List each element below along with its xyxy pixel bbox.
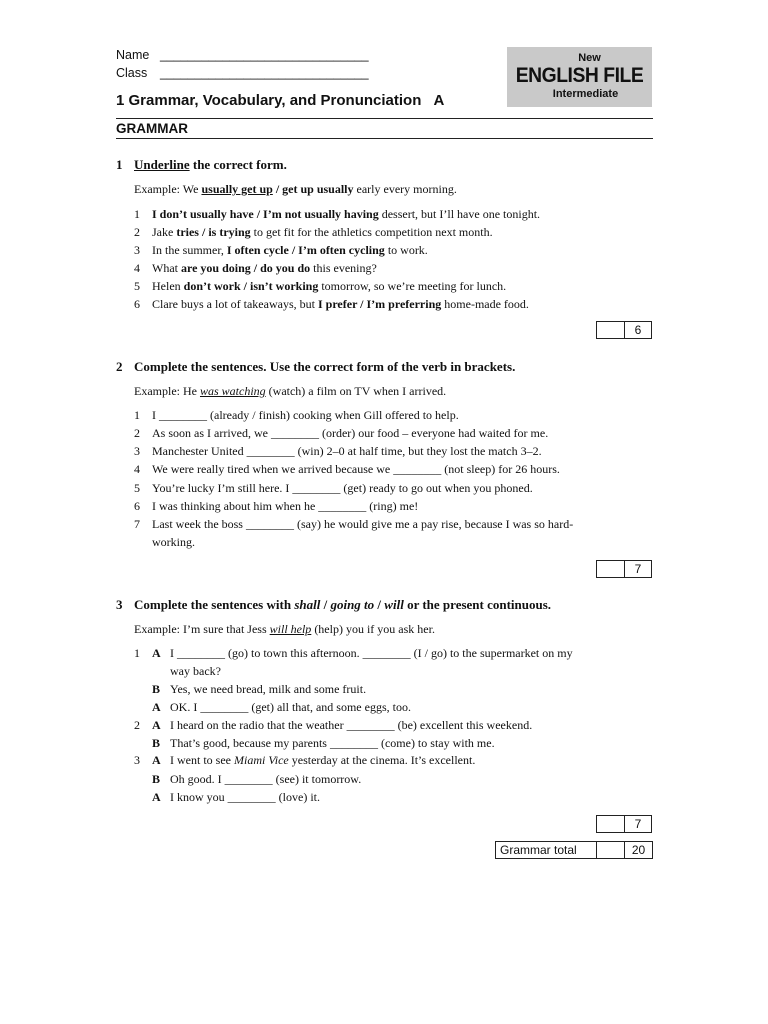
name-label: Name <box>116 48 150 62</box>
logo-new: New <box>578 52 601 64</box>
q2-item-4[interactable] <box>134 462 560 477</box>
q3-instruction-pre: Complete the sentences with <box>134 597 295 612</box>
logo-english-file: ENGLISH FILE <box>515 64 644 87</box>
item-pre: What <box>152 261 181 275</box>
q1-instruction-underline: Underline <box>134 157 190 172</box>
item-text[interactable]: I ________ (already / finish) cooking when Gill offered to help. <box>152 408 459 422</box>
q2-example-post: (watch) a film on TV when I arrived. <box>265 384 447 398</box>
q1-item-3[interactable] <box>134 243 428 258</box>
q3-dialogue-1-line-3[interactable] <box>152 700 411 715</box>
dialogue-text[interactable]: I heard on the radio that the weather ________ (be) excellent this weekend. <box>170 718 533 732</box>
q1-example-pre: Example: We <box>134 182 202 196</box>
q2-item-5[interactable] <box>134 481 533 496</box>
dialogue-text[interactable]: That’s good, because my parents ________ (come) to stay with me. <box>170 736 495 750</box>
name-field[interactable]: ______________________________ <box>160 48 369 62</box>
speaker: A <box>152 718 161 732</box>
logo-intermediate: Intermediate <box>552 88 619 100</box>
grammar-total-box[interactable] <box>495 841 653 859</box>
item-post: dessert, but I’ll have one tonight. <box>378 207 541 221</box>
test-version: A <box>433 92 445 109</box>
item-pre: In the summer, <box>152 243 227 257</box>
section-title: GRAMMAR <box>116 121 188 136</box>
english-file-logo <box>507 47 652 107</box>
q3-dialogue-3-line-1 <box>134 753 475 768</box>
q3-dialogue-1-line-1[interactable] <box>134 646 573 661</box>
q3-dialogue-1-line-1-continued: way back? <box>170 664 221 678</box>
item-number: 4 <box>134 261 140 275</box>
q3-keyword-will: will <box>384 597 404 612</box>
dialogue-text: yesterday at the cinema. It’s excellent. <box>288 753 476 767</box>
item-text[interactable]: Last week the boss ________ (say) he would give me a pay rise, because I was so hard- <box>152 517 574 531</box>
class-field[interactable]: ______________________________ <box>160 66 369 80</box>
q1-example <box>134 182 457 197</box>
q3-keyword-shall: shall <box>294 597 321 612</box>
grammar-total-label: Grammar total <box>500 843 577 857</box>
speaker: B <box>152 736 161 750</box>
q3-example-answer: will help <box>269 622 312 636</box>
item-number: 5 <box>134 481 140 495</box>
q3-dialogue-2-line-2[interactable] <box>152 736 495 751</box>
speaker: A <box>152 700 161 714</box>
item-post: to work. <box>384 243 428 257</box>
q2-item-1[interactable] <box>134 408 459 423</box>
q3-heading <box>116 597 551 613</box>
item-text[interactable]: As soon as I arrived, we ________ (order) our food – everyone had waited for me. <box>152 426 549 440</box>
item-number: 4 <box>134 462 140 476</box>
q2-heading <box>116 359 515 375</box>
speaker: B <box>152 772 161 786</box>
q1-item-1[interactable] <box>134 207 540 222</box>
q3-score-box[interactable] <box>596 815 652 833</box>
q3-sep: / <box>320 597 331 612</box>
item-number: 7 <box>134 517 140 531</box>
q3-score-max: 7 <box>634 817 642 831</box>
item-pre: Jake <box>152 225 177 239</box>
q3-keyword-going-to: going to <box>330 597 375 612</box>
speaker: A <box>152 753 161 767</box>
item-pre: Clare buys a lot of takeaways, but <box>152 297 318 311</box>
item-pre: Helen <box>152 279 184 293</box>
film-title: Miami Vice <box>233 753 289 767</box>
q1-example-post: early every morning. <box>353 182 457 196</box>
item-choice[interactable]: don’t work / isn’t working <box>183 279 319 293</box>
item-text[interactable]: Manchester United ________ (win) 2–0 at half time, but they lost the match 3–2. <box>152 444 542 458</box>
item-number: 1 <box>134 408 140 422</box>
q1-score-max: 6 <box>634 323 642 337</box>
item-number: 3 <box>134 444 140 458</box>
q3-instruction-post: or the present continuous. <box>403 597 552 612</box>
page-title <box>116 92 444 109</box>
q1-number: 1 <box>116 157 123 172</box>
item-post: home-made food. <box>441 297 529 311</box>
item-text[interactable]: We were really tired when we arrived because we ________ (not sleep) for 26 hours. <box>152 462 560 476</box>
q3-example-pre: Example: I’m sure that Jess <box>134 622 270 636</box>
dialogue-text-pre: I went to see <box>170 753 234 767</box>
item-choice[interactable]: are you doing / do you do <box>181 261 311 275</box>
q3-number: 3 <box>116 597 123 612</box>
dialogue-number: 3 <box>134 753 140 767</box>
q1-item-6[interactable] <box>134 297 529 312</box>
item-text[interactable]: You’re lucky I’m still here. I ________ (get) ready to go out when you phoned. <box>152 481 533 495</box>
q2-score-box[interactable] <box>596 560 652 578</box>
item-post: to get fit for the athletics competition next month. <box>250 225 493 239</box>
q1-instruction: the correct form. <box>189 157 287 172</box>
class-label: Class <box>116 66 148 80</box>
dialogue-text[interactable]: I ________ (go) to town this afternoon. ________ (I / go) to the supermarket on my <box>170 646 573 660</box>
header-divider <box>116 118 653 119</box>
speaker: A <box>152 646 161 660</box>
item-number: 2 <box>134 426 140 440</box>
page-title-text: 1 Grammar, Vocabulary, and Pronunciation <box>116 92 422 109</box>
q1-score-box[interactable] <box>596 321 652 339</box>
item-choice[interactable]: tries / is trying <box>176 225 251 239</box>
dialogue-number: 2 <box>134 718 140 732</box>
q1-item-2[interactable] <box>134 225 493 240</box>
item-number: 6 <box>134 297 140 311</box>
item-choice[interactable]: I don’t usually have / I’m not usually having <box>152 207 379 221</box>
q1-example-alt: / get up usually <box>272 182 354 196</box>
q3-dialogue-1-line-2[interactable] <box>152 682 366 697</box>
q3-dialogue-2-line-1[interactable] <box>134 718 532 733</box>
q2-example-answer: was watching <box>199 384 266 398</box>
q1-item-4[interactable] <box>134 261 377 276</box>
q1-heading <box>116 157 287 173</box>
dialogue-text[interactable]: OK. I ________ (get) all that, and some eggs, too. <box>170 700 411 714</box>
speaker: A <box>152 790 161 804</box>
total-divider <box>596 842 597 858</box>
q3-dialogue-3-line-3[interactable] <box>152 790 320 805</box>
q2-example <box>134 384 446 399</box>
item-post: this evening? <box>310 261 377 275</box>
dialogue-text[interactable]: I know you ________ (love) it. <box>170 790 320 804</box>
item-post: tomorrow, so we’re meeting for lunch. <box>318 279 507 293</box>
q2-instruction: Complete the sentences. Use the correct form of the verb in brackets. <box>134 359 516 374</box>
q3-example-post: (help) you if you ask her. <box>311 622 435 636</box>
item-choice[interactable]: I prefer / I’m preferring <box>317 297 442 311</box>
q2-number: 2 <box>116 359 123 374</box>
q1-example-answer: usually get up <box>201 182 273 196</box>
item-number: 2 <box>134 225 140 239</box>
item-choice[interactable]: I often cycle / I’m often cycling <box>226 243 385 257</box>
q1-item-5[interactable] <box>134 279 506 294</box>
q3-sep: / <box>374 597 385 612</box>
section-divider <box>116 138 653 139</box>
q2-item-7[interactable] <box>134 517 573 532</box>
dialogue-number: 1 <box>134 646 140 660</box>
q2-item-6[interactable] <box>134 499 418 514</box>
grammar-total-max: 20 <box>631 843 646 857</box>
speaker: B <box>152 682 161 696</box>
q2-item-7-continued: working. <box>152 535 195 549</box>
item-number: 6 <box>134 499 140 513</box>
q3-dialogue-3-line-2[interactable] <box>152 772 361 787</box>
q2-example-pre: Example: He <box>134 384 200 398</box>
dialogue-text[interactable]: Oh good. I ________ (see) it tomorrow. <box>170 772 362 786</box>
q2-score-max: 7 <box>634 562 642 576</box>
item-number: 5 <box>134 279 140 293</box>
q3-example <box>134 622 435 637</box>
q2-item-3[interactable] <box>134 444 542 459</box>
q2-item-2[interactable] <box>134 426 548 441</box>
item-number: 3 <box>134 243 140 257</box>
item-number: 1 <box>134 207 140 221</box>
item-text[interactable]: I was thinking about him when he ________ (ring) me! <box>152 499 419 513</box>
dialogue-text: Yes, we need bread, milk and some fruit. <box>170 682 367 696</box>
